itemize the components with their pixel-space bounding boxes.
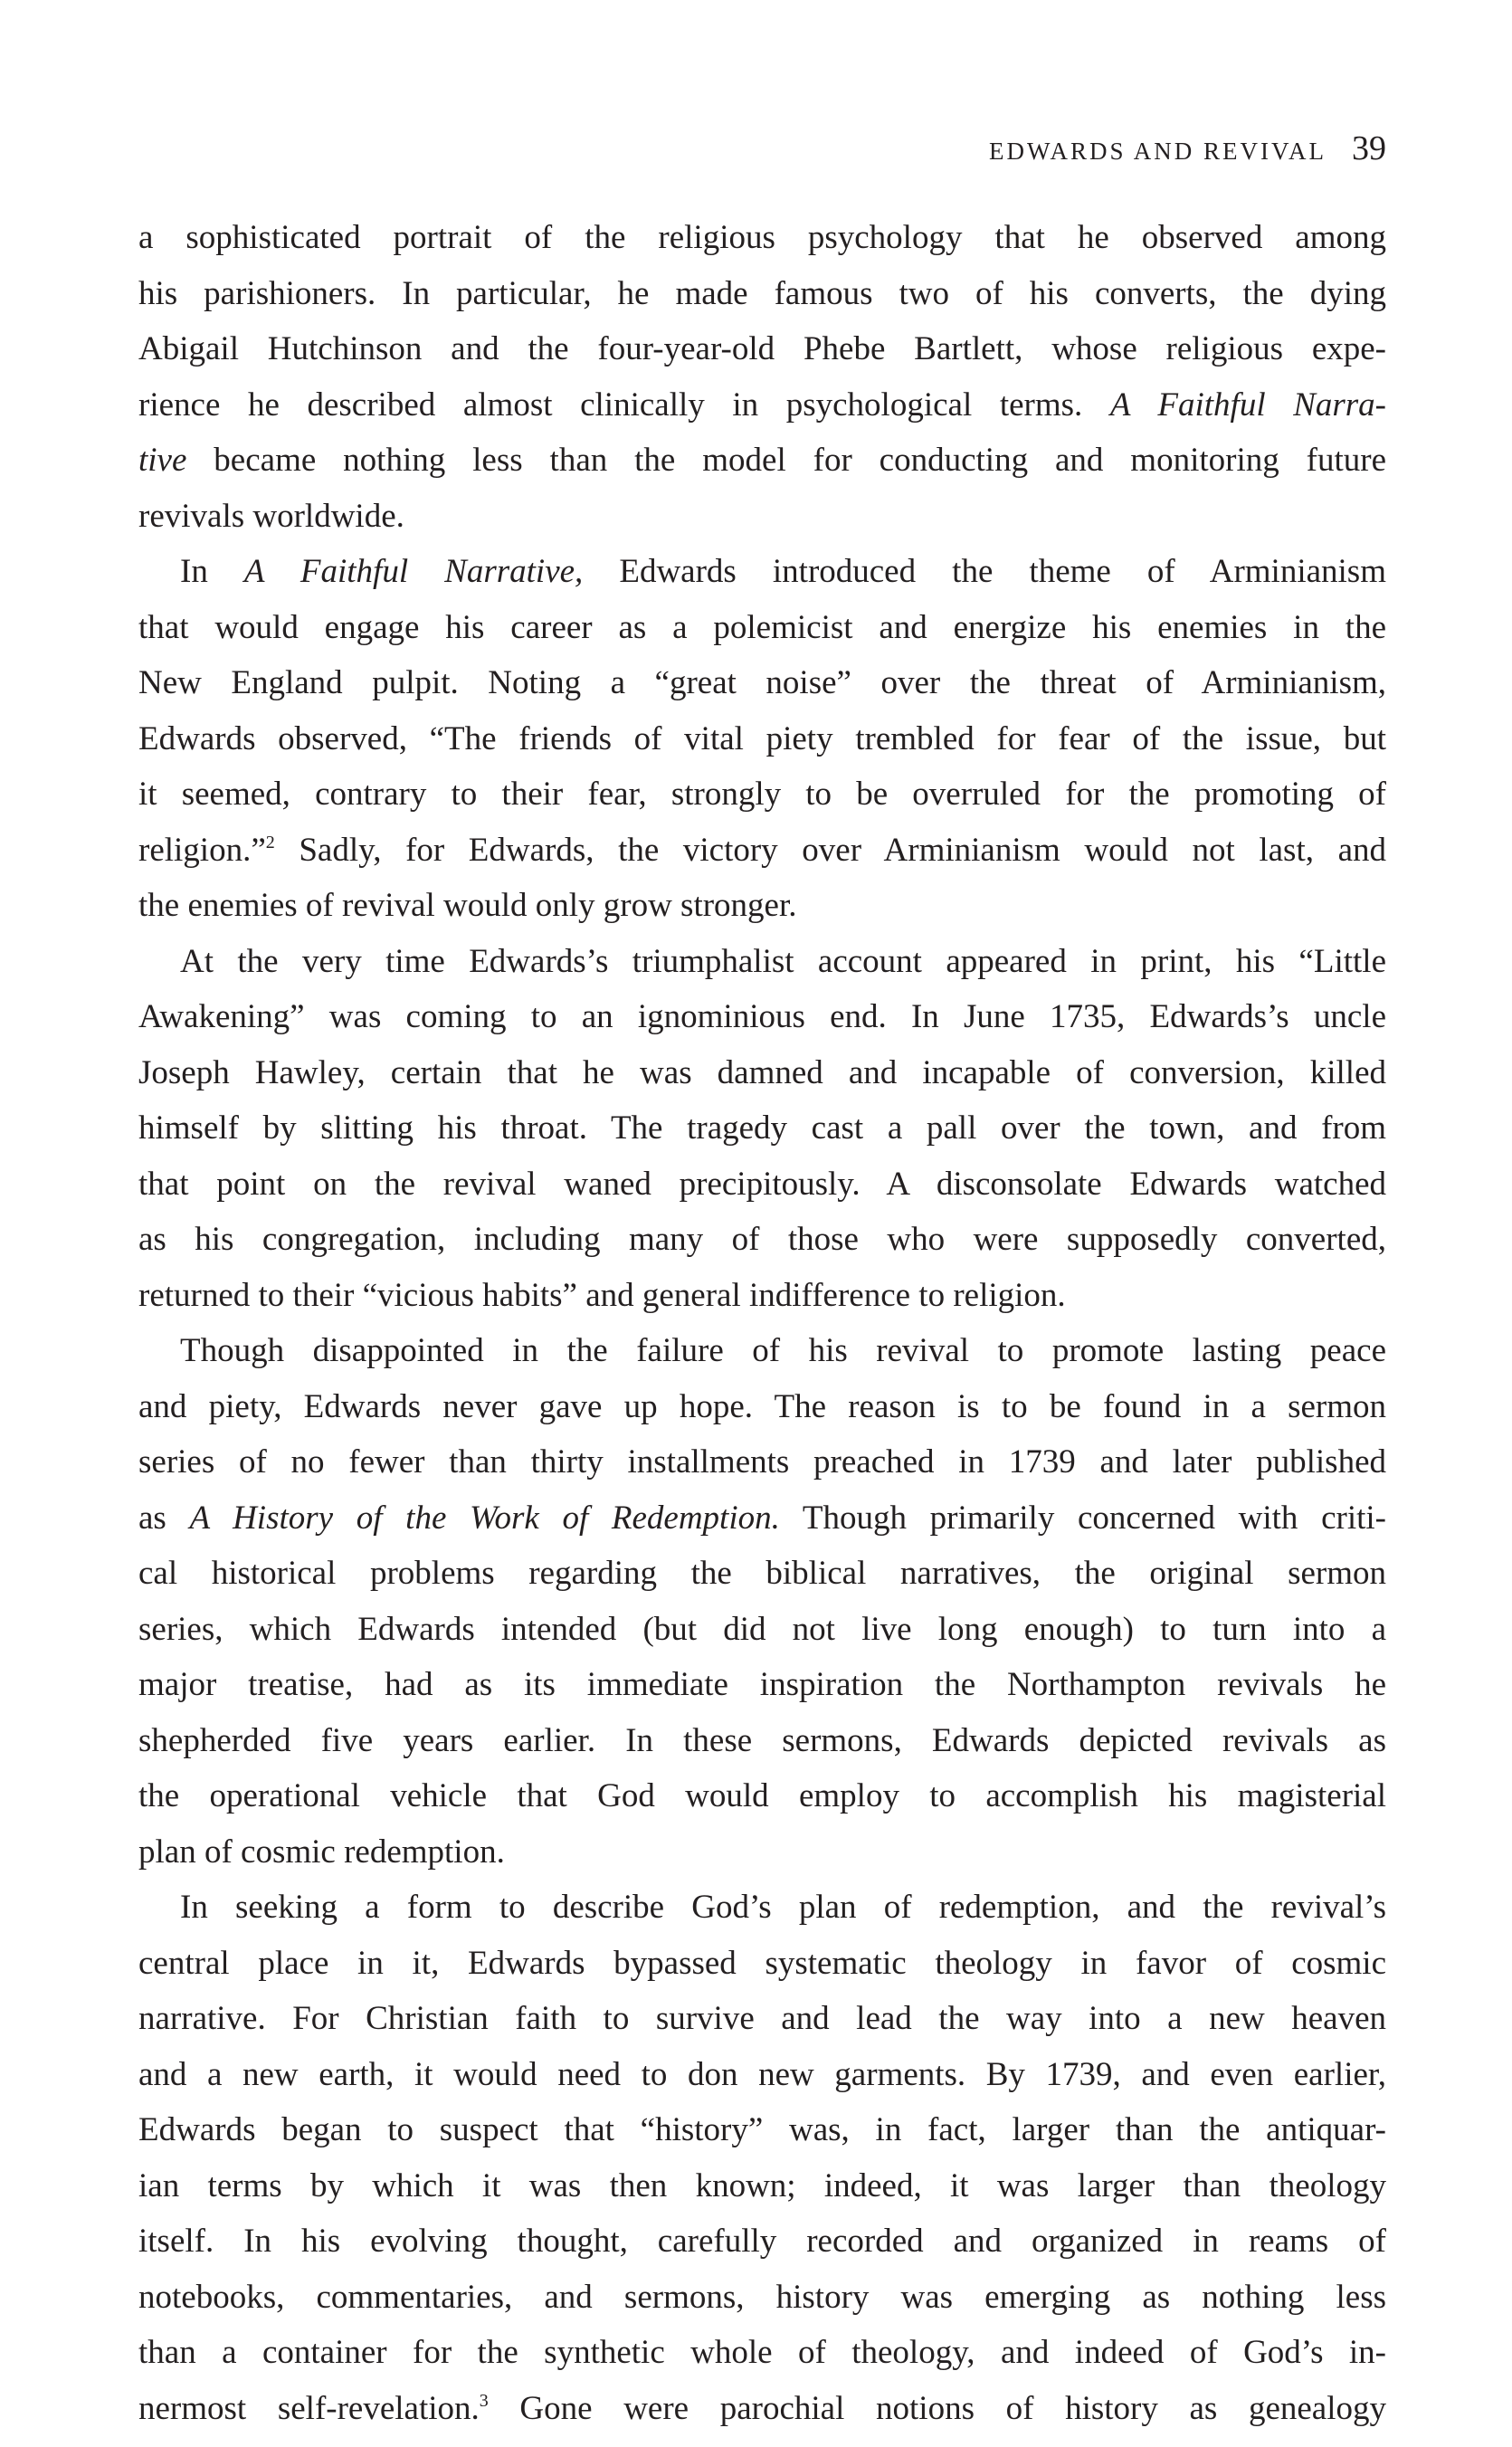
text-segment: New England pulpit. Noting a “great noise” over the threat of Arminianism,	[138, 664, 1386, 701]
text-line	[138, 1824, 1386, 1880]
text-segment: Edwards introduced the theme of Arminianism	[583, 553, 1386, 590]
text-line	[138, 2158, 1386, 2214]
text-segment: major treatise, had as its immediate inspiration the Northampton revivals he	[138, 1666, 1386, 1703]
text-segment: At the very time Edwards’s triumphalist account appeared in print, his “Little	[180, 942, 1386, 980]
text-segment: Edwards observed, “The friends of vital piety trembled for fear of the issue, but	[138, 719, 1386, 757]
text-line	[138, 823, 1386, 879]
text-segment: a sophisticated portrait of the religious psychology that he observed among	[138, 219, 1386, 256]
text-segment: Joseph Hawley, certain that he was damned and incapable of conversion, killed	[138, 1053, 1386, 1091]
italic-title: tive	[138, 442, 187, 479]
text-segment: the operational vehicle that God would employ to accomplish his magisterial	[138, 1777, 1386, 1814]
text-line	[138, 210, 1386, 266]
footnote-ref: 2	[265, 832, 275, 852]
text-segment: central place in it, Edwards bypassed systematic theology in favor of cosmic	[138, 1944, 1386, 1982]
running-header	[138, 129, 1386, 168]
text-segment: as his congregation, including many of those who were supposedly converted,	[138, 1221, 1386, 1258]
text-line	[138, 321, 1386, 377]
text-line	[138, 1100, 1386, 1157]
text-line	[138, 2047, 1386, 2103]
text-segment: Edwards began to suspect that “history” was, in fact, larger than the antiquar-	[138, 2111, 1386, 2148]
text-line	[138, 1490, 1386, 1547]
text-segment: returned to their “vicious habits” and general indifference to religion.	[138, 1276, 1066, 1314]
text-line	[138, 1602, 1386, 1658]
text-segment: plan of cosmic redemption.	[138, 1833, 505, 1871]
text-segment: the enemies of revival would only grow stronger.	[138, 887, 797, 924]
text-line	[138, 433, 1386, 489]
text-segment: became nothing less than the model for conducting and monitoring future	[186, 442, 1386, 479]
text-line	[138, 766, 1386, 823]
text-line	[138, 266, 1386, 322]
text-line	[138, 489, 1386, 545]
text-line	[138, 1434, 1386, 1490]
text-line	[138, 2102, 1386, 2158]
text-line	[138, 544, 1386, 600]
text-line	[138, 1045, 1386, 1101]
text-line	[138, 1991, 1386, 2047]
text-line	[138, 878, 1386, 934]
text-segment: series, which Edwards intended (but did not live long enough) to turn into a	[138, 1610, 1386, 1648]
text-line	[138, 2381, 1386, 2437]
text-line	[138, 989, 1386, 1045]
text-segment: himself by slitting his throat. The tragedy cast a pall over the town, and from	[138, 1109, 1386, 1147]
text-segment: narrative. For Christian faith to survive and lead the way into a new heaven	[138, 2000, 1386, 2037]
italic-title: A Faithful Narrative,	[243, 553, 584, 590]
text-segment: that would engage his career as a polemicist and energize his enemies in the	[138, 608, 1386, 646]
text-segment: Awakening” was coming to an ignominious end. In June 1735, Edwards’s uncle	[138, 998, 1386, 1035]
italic-title: A History of the Work of Redemption.	[189, 1499, 780, 1537]
text-segment: as	[138, 1499, 190, 1537]
text-segment: itself. In his evolving thought, carefully recorded and organized in reams of	[138, 2223, 1386, 2260]
text-line	[138, 1880, 1386, 1936]
text-segment: Sadly, for Edwards, the victory over Arminianism would not last, and	[274, 831, 1386, 869]
text-line	[138, 934, 1386, 990]
text-line	[138, 2270, 1386, 2326]
text-segment: revivals worldwide.	[138, 497, 404, 535]
text-segment: Gone were parochial notions of history as genealogy	[488, 2389, 1386, 2427]
text-segment: In seeking a form to describe God’s plan of redemption, and the revival’s	[180, 1889, 1386, 1926]
text-segment: it seemed, contrary to their fear, strongly to be overruled for the promoting of	[138, 776, 1386, 813]
footnote-ref: 3	[479, 2390, 489, 2411]
text-line	[138, 2214, 1386, 2270]
text-line	[138, 1546, 1386, 1602]
page-number: 39	[1352, 129, 1386, 167]
text-line	[138, 2325, 1386, 2381]
text-segment: Though primarily concerned with criti-	[779, 1499, 1386, 1537]
text-line	[138, 1157, 1386, 1213]
text-segment: series of no fewer than thirty installments preached in 1739 and later published	[138, 1443, 1386, 1481]
text-segment: notebooks, commentaries, and sermons, history was emerging as nothing less	[138, 2278, 1386, 2316]
text-segment: and a new earth, it would need to don new garments. By 1739, and even earlier,	[138, 2055, 1386, 2093]
text-line	[138, 1936, 1386, 1992]
text-segment: rience he described almost clinically in psychological terms.	[138, 386, 1110, 424]
text-line	[138, 600, 1386, 656]
text-line	[138, 377, 1386, 433]
text-line	[138, 1323, 1386, 1379]
text-line	[138, 711, 1386, 767]
text-segment: cal historical problems regarding the biblical narratives, the original sermon	[138, 1555, 1386, 1592]
text-line	[138, 1379, 1386, 1435]
text-segment: nermost self-revelation.	[138, 2389, 480, 2427]
text-line	[138, 1657, 1386, 1713]
text-line	[138, 1268, 1386, 1324]
text-segment: religion.”	[138, 831, 266, 869]
text-line	[138, 1768, 1386, 1824]
text-line	[138, 1212, 1386, 1268]
text-segment: ian terms by which it was then known; indeed, it was larger than theology	[138, 2166, 1386, 2204]
body-text	[138, 210, 1386, 2436]
text-line	[138, 1713, 1386, 1769]
text-segment: and piety, Edwards never gave up hope. The reason is to be found in a sermon	[138, 1387, 1386, 1425]
text-segment: shepherded five years earlier. In these sermons, Edwards depicted revivals as	[138, 1721, 1386, 1759]
text-line	[138, 655, 1386, 711]
italic-title: A Faithful Narra-	[1109, 386, 1386, 424]
text-segment: Though disappointed in the failure of his revival to promote lasting peace	[180, 1332, 1386, 1369]
text-segment: that point on the revival waned precipitously. A disconsolate Edwards watched	[138, 1165, 1386, 1203]
text-segment: In	[180, 553, 244, 590]
running-title: EDWARDS AND REVIVAL	[988, 138, 1327, 165]
text-segment: Abigail Hutchinson and the four-year-old Phebe Bartlett, whose religious expe-	[138, 330, 1386, 367]
text-segment: his parishioners. In particular, he made famous two of his converts, the dying	[138, 274, 1386, 312]
text-segment: than a container for the synthetic whole of theology, and indeed of God’s in-	[138, 2334, 1386, 2371]
